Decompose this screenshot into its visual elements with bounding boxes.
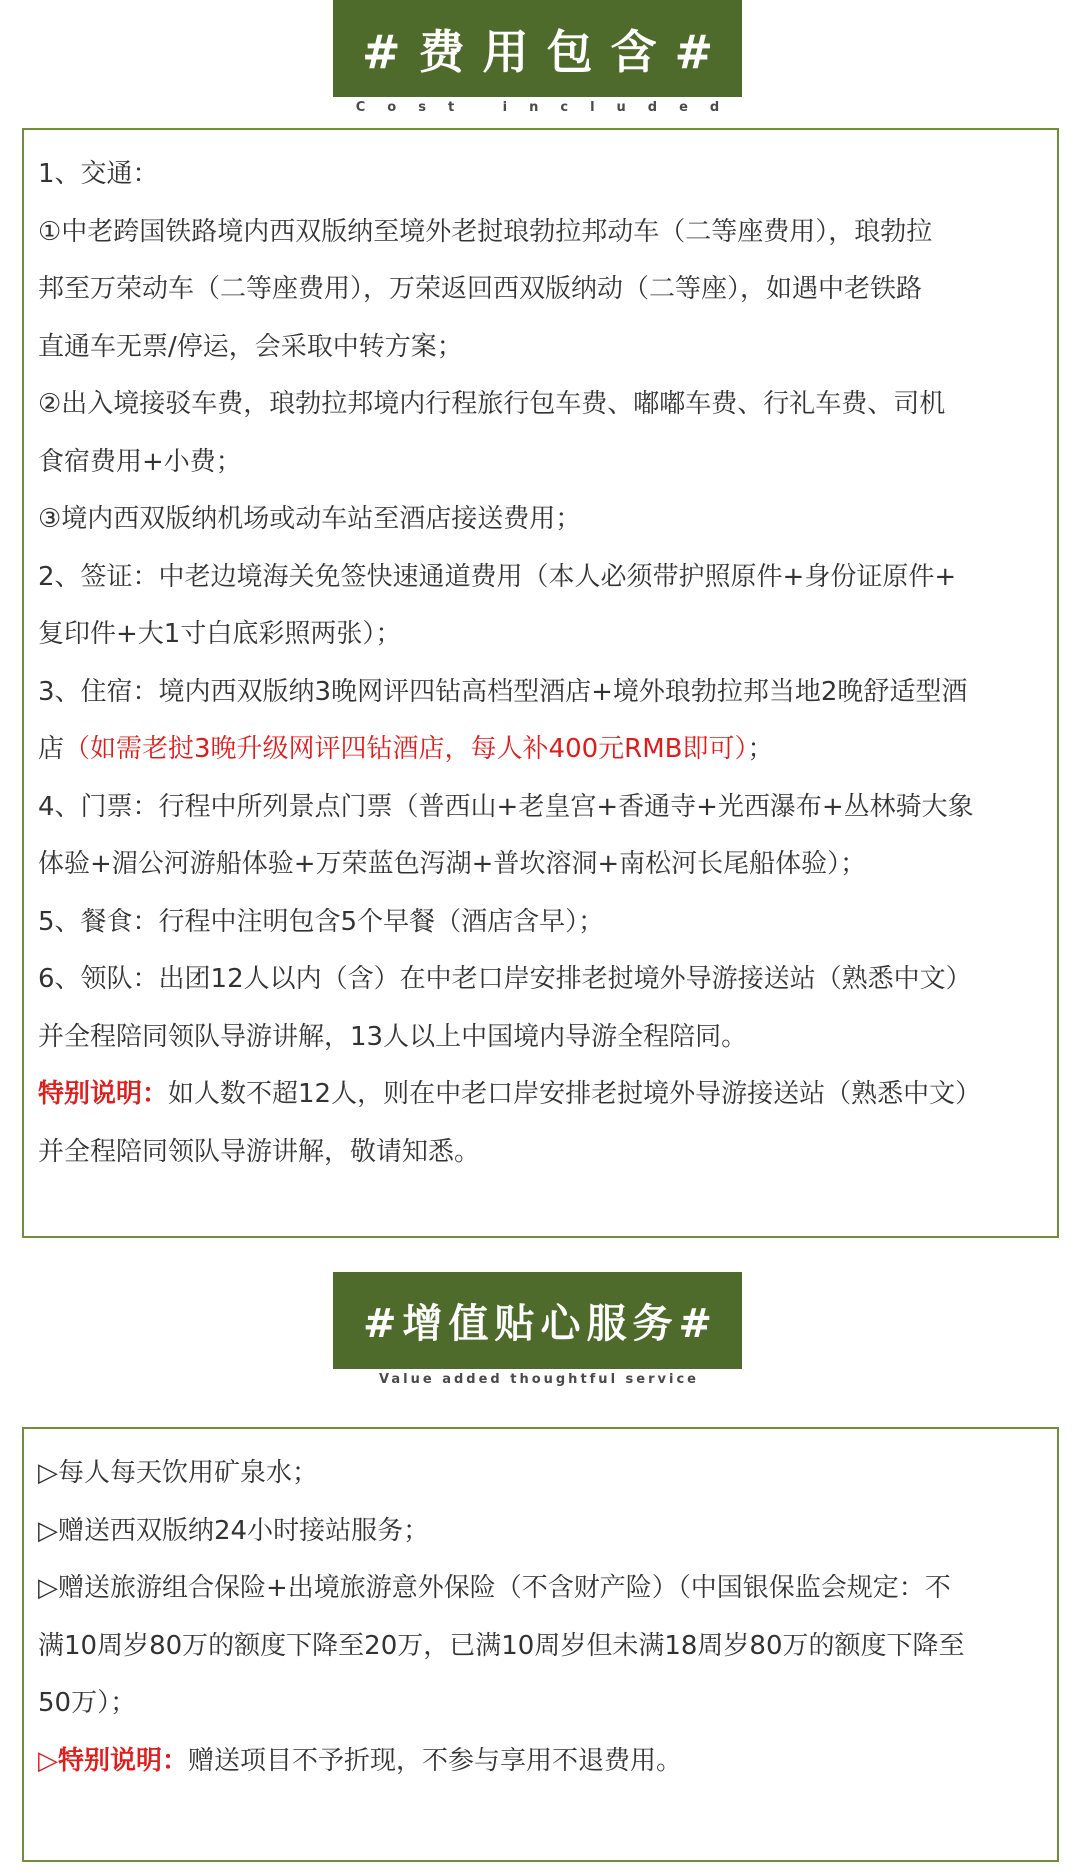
cost-line-12: 4、门票：行程中所列景点门票（普西山+老皇宫+香通寺+光西瀑布+丛林骑大象 xyxy=(38,791,974,822)
cost-line-6: 食宿费用+小费； xyxy=(38,446,242,477)
section1-title: #费用包含# xyxy=(333,0,742,97)
service-line-2: ▷赠送西双版纳24小时接站服务； xyxy=(38,1515,430,1546)
special-note-label: 特别说明： xyxy=(38,1079,169,1109)
cost-line-8: 2、签证：中老边境海关免签快速通道费用（本人必须带护照原件+身份证原件+ xyxy=(38,561,957,592)
service-line-6: ▷特别说明：赠送项目不予折现，不参与享用不退费用。 xyxy=(38,1745,683,1776)
cost-line-16: 并全程陪同领队导游讲解，13人以上中国境内导游全程陪同。 xyxy=(38,1021,748,1052)
upgrade-note: （如需老挝3晚升级网评四钻酒店，每人补400元RMB即可） xyxy=(64,734,748,764)
cost-included-box xyxy=(22,128,1059,1238)
value-added-box xyxy=(22,1427,1059,1862)
cost-line-13: 体验+湄公河游船体验+万荣蓝色泻湖+普坎溶洞+南松河长尾船体验）； xyxy=(38,849,867,879)
cost-line-18: 并全程陪同领队导游讲解，敬请知悉。 xyxy=(38,1136,481,1167)
service-line-4: 满10周岁80万的额度下降至20万，已满10周岁但未满18周岁80万的额度下降至 xyxy=(38,1630,965,1661)
cost-line-2: ①中老跨国铁路境内西双版纳至境外老挝琅勃拉邦动车（二等座费用），琅勃拉 xyxy=(38,216,933,247)
cost-line-5: ②出入境接驳车费，琅勃拉邦境内行程旅行包车费、嘟嘟车费、行礼车费、司机 xyxy=(38,389,946,419)
cost-line-1: 1、交通： xyxy=(38,159,159,189)
service-line-5: 50万）； xyxy=(38,1688,137,1718)
cost-line-3: 邦至万荣动车（二等座费用），万荣返回西双版纳动（二等座），如遇中老铁路 xyxy=(38,274,923,304)
section2-title: #增值贴心服务# xyxy=(333,1272,742,1369)
cost-line-7: ③境内西双版纳机场或动车站至酒店接送费用； xyxy=(38,504,582,534)
service-line-1: ▷每人每天饮用矿泉水； xyxy=(38,1458,318,1488)
cost-line-17: 特别说明：如人数不超12人，则在中老口岸安排老挝境外导游接送站（熟悉中文） xyxy=(38,1079,982,1109)
section1-subtitle: Cost included xyxy=(355,100,742,115)
cost-line-11: 店（如需老挝3晚升级网评四钻酒店，每人补400元RMB即可）； xyxy=(38,734,774,764)
cost-line-4: 直通车无票/停运，会采取中转方案； xyxy=(38,331,463,362)
service-line-3: ▷赠送旅游组合保险+出境旅游意外保险（不含财产险）（中国银保监会规定：不 xyxy=(38,1573,951,1603)
cost-line-9: 复印件+大1寸白底彩照两张）； xyxy=(38,619,402,649)
section2-subtitle: Value added thoughtful service xyxy=(379,1372,699,1387)
cost-line-15: 6、领队：出团12人以内（含）在中老口岸安排老挝境外导游接送站（熟悉中文） xyxy=(38,964,972,994)
gift-special-note-label: ▷特别说明： xyxy=(38,1745,188,1776)
cost-line-14: 5、餐食：行程中注明包含5个早餐（酒店含早）； xyxy=(38,906,605,937)
cost-line-10: 3、住宿：境内西双版纳3晚网评四钻高档型酒店+境外琅勃拉邦当地2晚舒适型酒 xyxy=(38,676,968,707)
